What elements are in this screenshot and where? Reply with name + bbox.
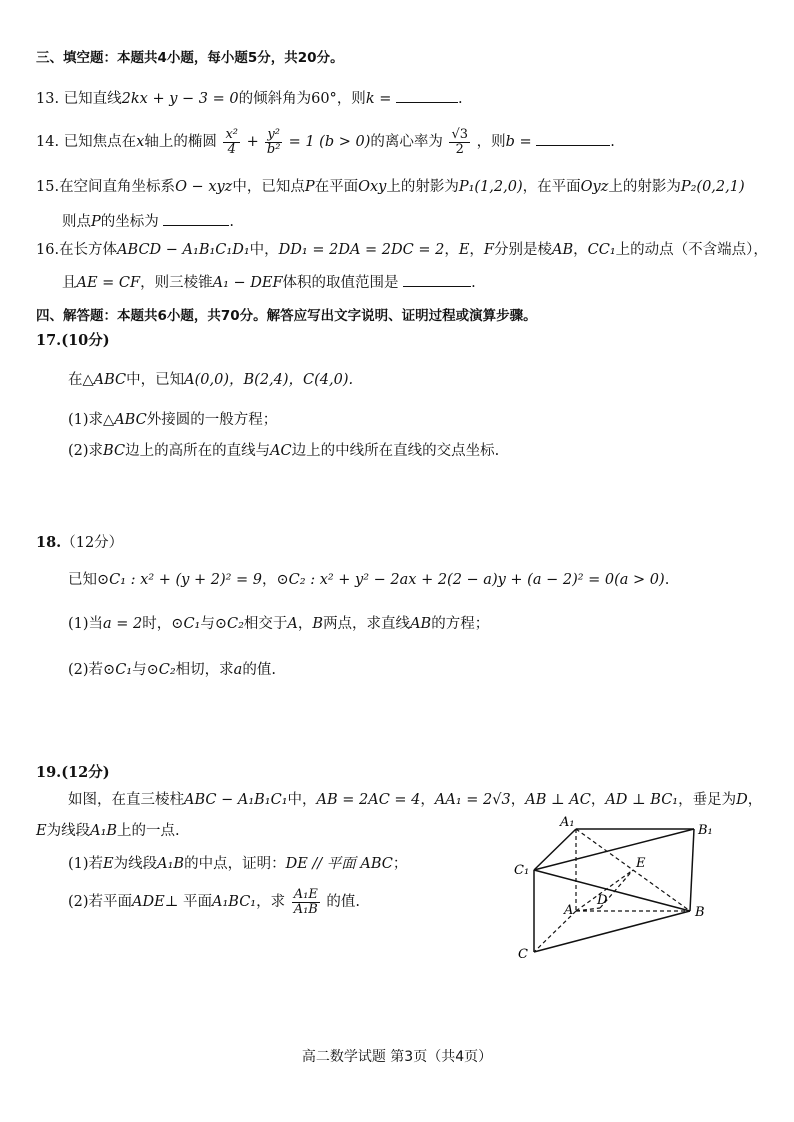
q19-number: 19. [36,764,62,781]
q13-answer-blank[interactable] [396,88,458,103]
label-D: D [597,893,608,908]
question-17-part2: (2)求BC边上的高所在的直线与AC边上的中线所在直线的交点坐标. [68,443,500,459]
question-13: 13. 已知直线2kx + y − 3 = 0的倾斜角为60°，则k = . [36,88,463,108]
section-3-title: 三、填空题：本题共4小题，每小题5分，共20分。 [36,50,344,66]
q15-answer-blank[interactable] [163,211,229,226]
q17-score: (10分) [61,332,110,349]
prism-figure [508,812,728,962]
q16-answer-blank[interactable] [403,272,471,287]
question-18-stem: 已知⊙C₁ : x² + (y + 2)² = 9，⊙C₂ : x² + y² − 2ax + 2(2 − a)y + (a − 2)² = 0(a > 0). [68,572,670,588]
label-C1: C₁ [514,863,530,878]
label-B1: B₁ [698,823,713,838]
question-17-part1: (1)求△ABC外接圆的一般方程； [68,412,278,428]
edge-B1-B [690,829,694,911]
question-18-part1: (1)当a = 2时，⊙C₁与⊙C₂相交于A，B两点，求直线AB的方程； [68,616,490,632]
question-16-line1: 16.在长方体ABCD − A₁B₁C₁D₁中，DD₁ = 2DA = 2DC = 2，E，F分别是棱AB，CC₁上的动点（不含端点）， [36,242,768,258]
q14-fraction-y: $\frac{\text{y²}}{\text{b²}}$ [266,127,281,157]
q17-number: 17. [36,332,62,349]
edge-C-B [534,911,690,952]
q16-number: 16. [36,242,60,258]
question-17-stem: 在△ABC中，已知A(0,0)，B(2,4)，C(4,0). [68,372,354,388]
question-15-line1: 15.在空间直角坐标系O − xyz中，已知点P在平面Oxy上的射影为P₁(1,2,0)，在平面Oyz上的射影为P₂(0,2,1) [36,179,745,195]
question-19-stem-line2: E为线段A₁B上的一点. [36,823,180,839]
question-15-line2: 则点P的坐标为 . [62,211,234,231]
question-19-header [36,764,110,782]
label-A1: A₁ [560,815,575,830]
segment-A-D [576,908,600,911]
edge-C1-B [534,870,690,911]
page-footer: 高二数学试题 第3页（共4页） [301,1049,493,1065]
q14-number: 14. [36,134,60,151]
q14-fraction-ecc: $\frac{√3}{2}$ [451,127,469,157]
label-A: A [564,903,574,918]
q19-fraction: $\frac{\text{A₁E}}{\text{A₁B}}$ [293,887,318,917]
edge-C1-B1 [534,829,694,870]
q18-score: （12分） [61,535,124,551]
q14-answer-blank[interactable] [536,131,610,146]
question-17-header [36,332,110,350]
q13-number: 13. [36,91,60,107]
q14-fraction-x: $\frac{\text{x²}}{4}$ [225,127,239,157]
question-19-part1: (1)若E为线段A₁B的中点，证明：DE // 平面 ABC； [68,856,408,872]
question-16-line2: 且AE = CF，则三棱锥A₁ − DEF体积的取值范围是 . [62,272,476,292]
q18-number: 18. [36,534,62,551]
question-19-stem-line1: 如图，在直三棱柱ABC − A₁B₁C₁中，AB = 2AC = 4，AA₁ = 2√3，AB ⊥ AC，AD ⊥ BC₁，垂足为D， [68,792,763,808]
section-4-title: 四、解答题：本题共6小题，共70分。解答应写出文字说明、证明过程或演算步骤。 [36,308,537,324]
question-19-part2: (2)若平面ADE⊥ 平面A₁BC₁，求 $\frac{\text{A₁E}}{\text{A₁B}}$ 的值. [68,887,361,917]
question-14: 14. 已知焦点在x轴上的椭圆 $\frac{\text{x²}}{4}$ + $\frac{\text{y²}}{\text{b²}}$ = 1 (b > 0)的离心率为 $\frac{√3}{2}$ ，则b = . [36,127,615,157]
label-E: E [636,856,646,871]
question-18-header [36,534,123,552]
label-C: C [518,947,528,962]
label-B: B [695,905,705,920]
question-18-part2: (2)若⊙C₁与⊙C₂相切，求a的值. [68,662,276,678]
q19-score: (12分) [61,764,110,781]
q15-number: 15. [36,179,60,195]
